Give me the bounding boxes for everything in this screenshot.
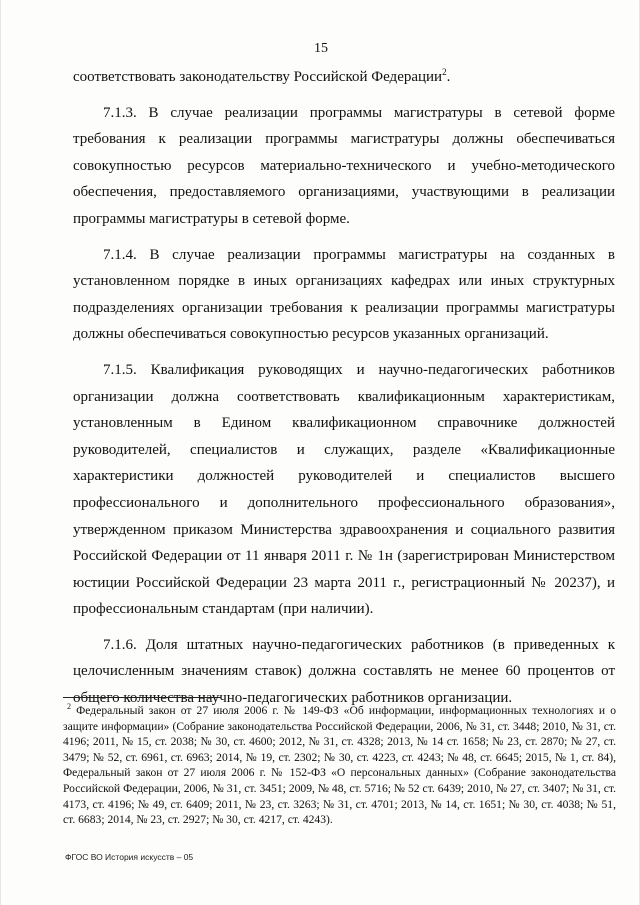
footnote-reference: 2 <box>442 67 447 77</box>
paragraph-7-1-3: 7.1.3. В случае реализации программы магистратуры в сетевой форме требования к реализации программы магистратуры должны обеспечиваться совокупностью ресурсов материально-технического и учебно-методического обеспечения, предоставляемого организациями, участвующими в реализации программы магистратуры в сетевой форме. <box>73 104 615 227</box>
footnote-marker: 2 <box>67 702 71 712</box>
continuation-text: соответствовать законодательству Российской Федерации <box>73 69 443 85</box>
document-footer-label: ФГОС ВО История искусств – 05 <box>65 852 194 862</box>
footnote-text: Федеральный закон от 27 июля 2006 г. № 149-ФЗ «Об информации, информационных технологиях и о защите информации» (Собрание законодательства Российской Федерации, 2006, № 31, ст. 3448; 2010, № 31, ст. 4196; 2011, № 15, ст. 2038; № 30, ст. 4600; 2012, № 31, ст. 4328; 2013, № 14 ст. 1658; № 23, ст. 2870; № 27, ст. 3479; № 52, ст. 6961, ст. 6963; 2014, № 19, ст. 2302; № 30, ст. 4223, ст. 4243; № 48, ст. 6645; 2015, № 1, ст. 84), Федеральный закон от 27 июля 2006 г. № 152-ФЗ «О персональных данных» (Собрание законодательства Российской Федерации, 2006, № 31, ст. 3451; 2009, № 48, ст. 5716; № 52 ст. 6439; 2010, № 27, ст. 3407; № 31, ст. 4173, ст. 4196; № 49, ст. 6409; 2011, № 23, ст. 3263; № 31, ст. 4701; 2013, № 14, ст. 1651; № 30, ст. 4038; № 51, ст. 6683; 2014, № 23, ст. 2927; № 30, ст. 4217, ст. 4243). <box>63 704 616 827</box>
continuation-line <box>73 64 615 91</box>
body-text <box>73 64 615 712</box>
footnote-2 <box>63 703 616 828</box>
footnote-divider <box>63 697 221 698</box>
paragraph-7-1-6: 7.1.6. Доля штатных научно-педагогических работников (в приведенных к целочисленным значениям ставок) должна составлять не менее 60 процентов от общего количества научно-педагогических работников организации. <box>73 636 615 707</box>
paragraph-7-1-4: 7.1.4. В случае реализации программы магистратуры на созданных в установленном порядке в иных организациях кафедрах или иных структурных подразделениях организации требования к реализации программы магистратуры должны обеспечиваться совокупностью ресурсов указанных организаций. <box>73 246 615 343</box>
page-number: 15 <box>314 41 328 56</box>
paragraph-7-1-5: 7.1.5. Квалификация руководящих и научно-педагогических работников организации должна соответствовать квалификационным характеристикам, установленным в Едином квалификационном справочнике должностей руководителей, специалистов и служащих, разделе «Квалификационные характеристики должностей руководителей и специалистов высшего профессионального и дополнительного профессионального образования», утвержденном приказом Министерства здравоохранения и социального развития Российской Федерации от 11 января 2011 г. № 1н (зарегистрирован Министерством юстиции Российской Федерации 23 марта 2011 г., регистрационный № 20237), и профессиональным стандартам (при наличии). <box>73 361 615 618</box>
footnote-section <box>63 703 616 828</box>
continuation-end: . <box>446 69 451 85</box>
